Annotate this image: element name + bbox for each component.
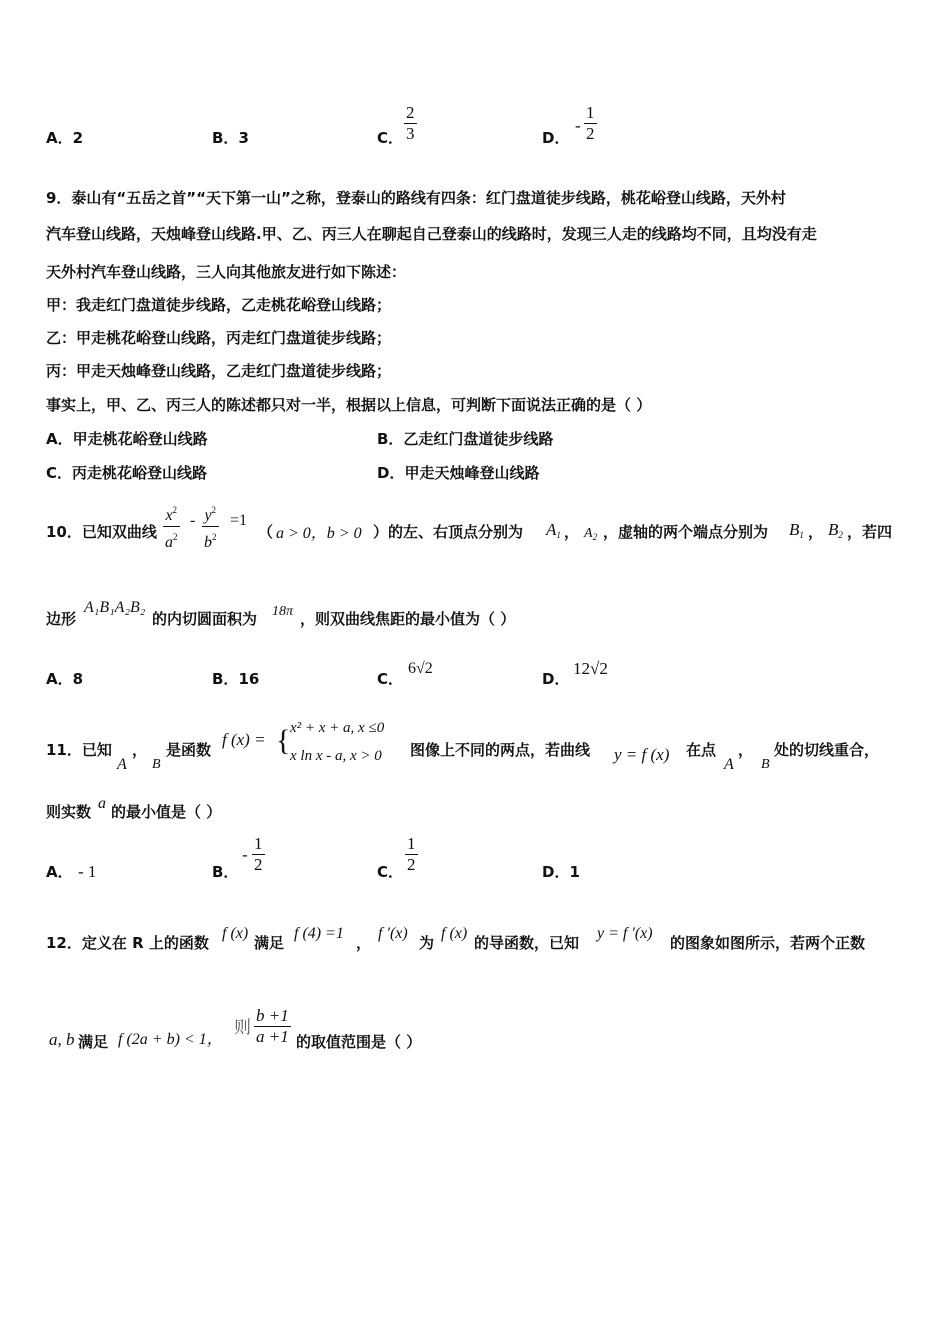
q8-option-d-fraction: [584, 103, 597, 144]
q12-suffix: 的图象如图所示，若两个正数: [670, 934, 866, 952]
q9-option-a[interactable]: A．甲走桃花峪登山线路: [46, 430, 208, 448]
q11-option-b-sign: -: [242, 845, 248, 864]
q12-graph: y = f ′(x): [597, 925, 653, 942]
q11-option-c[interactable]: C．: [377, 863, 404, 881]
q9-stem-line2: 汽车登山线路，天烛峰登山线路.甲、乙、丙三人在聊起自己登泰山的线路时，发现三人走的线路均不同，且均没有走: [46, 225, 817, 243]
q10-line2-suffix: ，则双曲线焦距的最小值为（ ）: [300, 610, 516, 628]
fraction-denominator: a +1: [256, 1027, 289, 1046]
q10-mid1: ）的左、右顶点分别为: [373, 523, 524, 541]
fraction-denominator: 2: [254, 855, 263, 874]
q10-option-d-value: 12√2: [573, 659, 608, 678]
q10-area: 18π: [272, 604, 294, 619]
q12-fraction: [254, 1006, 291, 1047]
q9-option-b[interactable]: B．乙走红门盘道徒步线路: [377, 430, 554, 448]
q8-option-a[interactable]: [46, 128, 83, 148]
option-letter: C．: [377, 129, 404, 147]
q10-minus: -: [190, 512, 196, 529]
option-value: 2: [72, 129, 84, 147]
q11-comma2: ，: [738, 741, 754, 759]
q10-A2: $A_2$: [584, 526, 598, 542]
q11-at-point: 在点: [686, 741, 717, 759]
q12-comma: ，: [356, 934, 372, 952]
q10-B1: $B_1$: [789, 520, 804, 540]
q11-var-a: a: [98, 795, 106, 812]
q11-line2-prefix: 则实数: [46, 803, 92, 821]
q8-option-d[interactable]: [542, 128, 569, 148]
q10-condition: a > 0，b > 0: [276, 525, 362, 542]
fraction-denominator: 2: [586, 124, 595, 143]
q12-inequality: f (2a + b) < 1，: [118, 1031, 223, 1048]
q12-satisfy: 满足: [254, 934, 285, 952]
q11-A2: A: [724, 756, 734, 773]
q10-frac-x: $\frac{x^2}{a^2}$: [165, 505, 178, 551]
q11-comma: ，: [132, 741, 148, 759]
q10-comma1: ，: [564, 523, 580, 541]
q11-A: A: [117, 756, 127, 773]
q11-fx: f (x) =: [222, 730, 266, 749]
q8-option-d-sign: -: [575, 116, 581, 135]
q10-rhs: =1: [230, 512, 248, 529]
q10-B2: $B_2$: [828, 520, 843, 540]
fraction-numerator: 1: [586, 103, 595, 122]
var-x: x: [165, 507, 173, 524]
q10-quadrilateral: A₁B₁A₂B₂: [84, 599, 146, 616]
q10-option-b[interactable]: B．16: [212, 670, 260, 688]
q11-case2: x ln x - a, x > 0: [290, 748, 382, 764]
var-y: y: [204, 507, 212, 524]
q9-statement-yi: 乙：甲走桃花峪登山线路，丙走红门盘道徒步线路；: [46, 329, 392, 347]
q11-line2-suffix: 的最小值是（ ）: [111, 803, 222, 821]
q12-fx: f (x): [222, 925, 249, 942]
q11-curve: y = f (x): [614, 745, 670, 764]
q10-option-c-value: 6√2: [408, 660, 433, 677]
q10-A1: $A_1$: [546, 520, 561, 540]
q12-is: 为: [419, 934, 435, 952]
var-b: b: [204, 534, 212, 551]
q11-mid: 图像上不同的两点，若曲线: [410, 741, 591, 759]
q10-option-c[interactable]: C．: [377, 670, 404, 688]
option-letter: B．: [212, 129, 239, 147]
q11-suffix: 处的切线重合，: [774, 741, 880, 759]
q10-line2-mid: 的内切圆面积为: [152, 610, 258, 628]
q10-option-d[interactable]: D．: [542, 670, 570, 688]
q11-option-b-fraction: [252, 834, 265, 875]
option-letter: A．: [46, 129, 73, 147]
q11-B: B: [152, 757, 161, 772]
q9-stem-line1: 9．泰山有“五岳之首”“天下第一山”之称，登泰山的路线有四条：红门盘道徒步线路，桃花峪登山线路，天外村: [46, 189, 786, 207]
q12-fpx: f ′(x): [378, 925, 408, 942]
q11-option-b[interactable]: B．: [212, 863, 239, 881]
q9-stem-line3: 天外村汽车登山线路，三人向其他旅友进行如下陈述：: [46, 263, 407, 281]
q11-B2: B: [761, 757, 770, 772]
option-value: 3: [238, 129, 249, 147]
q11-is-func: 是函数: [166, 741, 212, 759]
q10-option-a[interactable]: A．8: [46, 670, 84, 688]
q12-deriv: 的导函数，已知: [474, 934, 580, 952]
q12-fx2: f (x): [441, 925, 468, 942]
q11-case1: x² + x + a, x ≤0: [290, 720, 385, 736]
var-a: a: [165, 534, 173, 551]
q11-prefix: 11．已知: [46, 741, 112, 759]
q8-option-b[interactable]: [212, 128, 249, 148]
q12-ab: a, b: [49, 1030, 75, 1049]
q12-ze: 则: [234, 1018, 251, 1037]
q8-option-c-fraction: [404, 103, 417, 144]
q10-line2-prefix: 边形: [46, 610, 77, 628]
fraction-denominator: 2: [407, 855, 416, 874]
q10-comma2: ，: [808, 523, 824, 541]
q11-option-c-fraction: [405, 834, 418, 875]
q10-prefix: 10．已知双曲线: [46, 523, 157, 541]
q12-f4: f (4) =1: [294, 925, 344, 942]
q9-option-d[interactable]: D．甲走天烛峰登山线路: [377, 464, 540, 482]
fraction-denominator: 3: [406, 124, 415, 143]
q9-statement-bing: 丙：甲走天烛峰登山线路，乙走红门盘道徒步线路；: [46, 362, 392, 380]
q9-question: 事实上，甲、乙、丙三人的陈述都只对一半，根据以上信息，可判断下面说法正确的是（ ）: [46, 396, 652, 414]
fraction-numerator: 2: [406, 103, 415, 122]
q8-option-c[interactable]: [377, 128, 403, 148]
q11-option-d[interactable]: D．1: [542, 863, 580, 881]
fraction-numerator: 1: [254, 834, 263, 853]
q11-option-a[interactable]: A．: [46, 863, 73, 881]
q9-statement-jia: 甲：我走红门盘道徒步线路，乙走桃花峪登山线路；: [46, 296, 392, 314]
q10-frac-y: $\frac{y^2}{b^2}$: [204, 505, 217, 551]
fraction-numerator: 1: [407, 834, 416, 853]
q12-line2-suffix: 的取值范围是（ ）: [296, 1033, 422, 1051]
q11-brace: {: [276, 724, 291, 757]
q12-prefix: 12．定义在 R 上的函数: [46, 934, 209, 952]
q12-line2-satisfy: 满足: [78, 1033, 109, 1051]
q10-mid3: ，若四: [847, 523, 893, 541]
fraction-numerator: b +1: [256, 1006, 289, 1025]
q9-option-c[interactable]: C．丙走桃花峪登山线路: [46, 464, 208, 482]
q10-mid2: ，虚轴的两个端点分别为: [603, 523, 769, 541]
q11-option-a-value: - 1: [78, 862, 97, 881]
q10-open-paren: （: [258, 523, 274, 541]
option-letter: D．: [542, 129, 570, 147]
